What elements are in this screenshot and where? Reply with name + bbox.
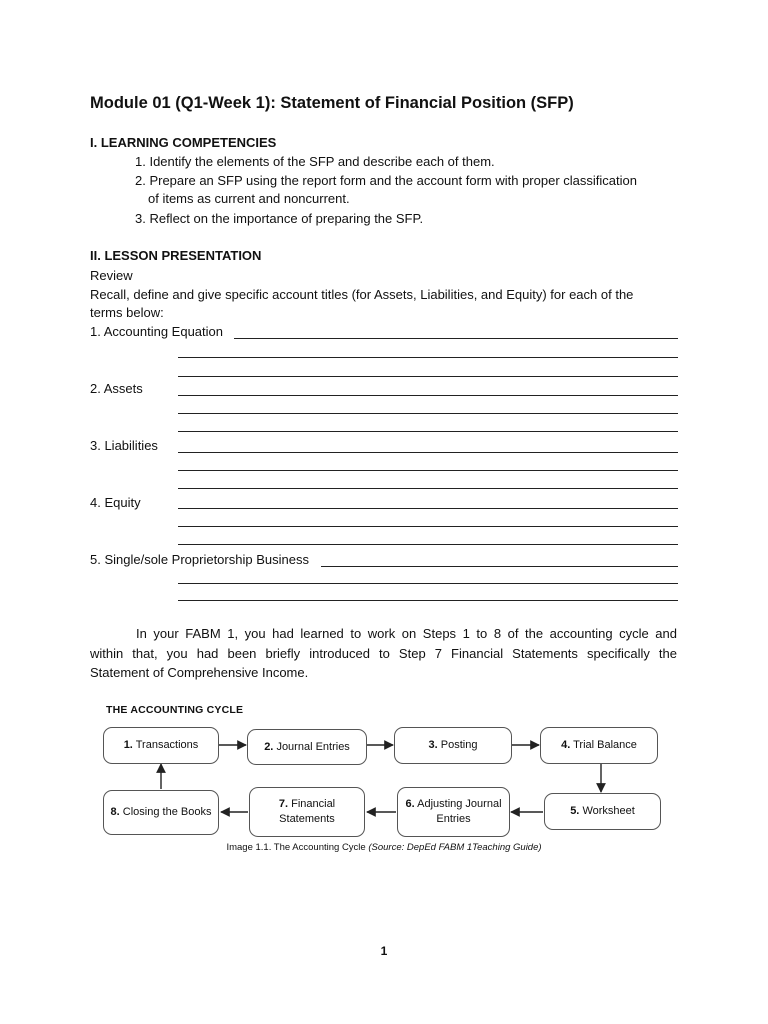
term-equity: 4. Equity xyxy=(90,495,141,510)
cycle-step-transactions: 1. Transactions xyxy=(103,727,219,764)
competency-2: 2. Prepare an SFP using the report form and the account form with proper classification xyxy=(135,173,637,188)
page-number: 1 xyxy=(380,944,388,958)
term-assets: 2. Assets xyxy=(90,381,143,396)
instruction-line-1: Recall, define and give specific account titles (for Assets, Liabilities, and Equity) for each of the xyxy=(90,287,634,302)
accounting-cycle-title: THE ACCOUNTING CYCLE xyxy=(106,704,244,716)
cycle-step-closing-the-books: 8. Closing the Books xyxy=(103,790,219,835)
cycle-step-journal-entries: 2. Journal Entries xyxy=(247,729,367,765)
competency-1: 1. Identify the elements of the SFP and describe each of them. xyxy=(135,154,495,169)
term-sole-proprietorship: 5. Single/sole Proprietorship Business xyxy=(90,552,309,567)
caption-source: (Source: DepEd FABM 1Teaching Guide) xyxy=(368,842,542,853)
paragraph-line-3: Statement of Comprehensive Income. xyxy=(90,665,309,680)
paragraph-line-1: In your FABM 1, you had learned to work on Steps 1 to 8 of the accounting cycle and xyxy=(136,626,677,641)
cycle-step-worksheet: 5. Worksheet xyxy=(544,793,661,830)
caption-main: Image 1.1. The Accounting Cycle xyxy=(226,842,369,853)
cycle-step-posting: 3. Posting xyxy=(394,727,512,764)
cycle-step-trial-balance: 4. Trial Balance xyxy=(540,727,658,764)
learning-competencies-heading: I. LEARNING COMPETENCIES xyxy=(90,135,277,150)
lesson-presentation-heading: II. LESSON PRESENTATION xyxy=(90,248,262,263)
figure-caption xyxy=(0,842,768,853)
instruction-line-2: terms below: xyxy=(90,305,164,320)
cycle-step-financial-statements: 7. Financial Statements xyxy=(249,787,365,837)
term-liabilities: 3. Liabilities xyxy=(90,438,158,453)
cycle-step-adjusting-journal-entries: 6. Adjusting Journal Entries xyxy=(397,787,510,837)
paragraph-line-2: within that, you had been briefly introduced to Step 7 Financial Statements specifically the xyxy=(90,645,677,661)
competency-3: 3. Reflect on the importance of preparing the SFP. xyxy=(135,211,424,226)
review-label: Review xyxy=(90,268,133,283)
term-accounting-equation: 1. Accounting Equation xyxy=(90,324,223,339)
module-title: Module 01 (Q1-Week 1): Statement of Financial Position (SFP) xyxy=(90,94,574,112)
competency-2-cont: of items as current and noncurrent. xyxy=(148,191,350,206)
